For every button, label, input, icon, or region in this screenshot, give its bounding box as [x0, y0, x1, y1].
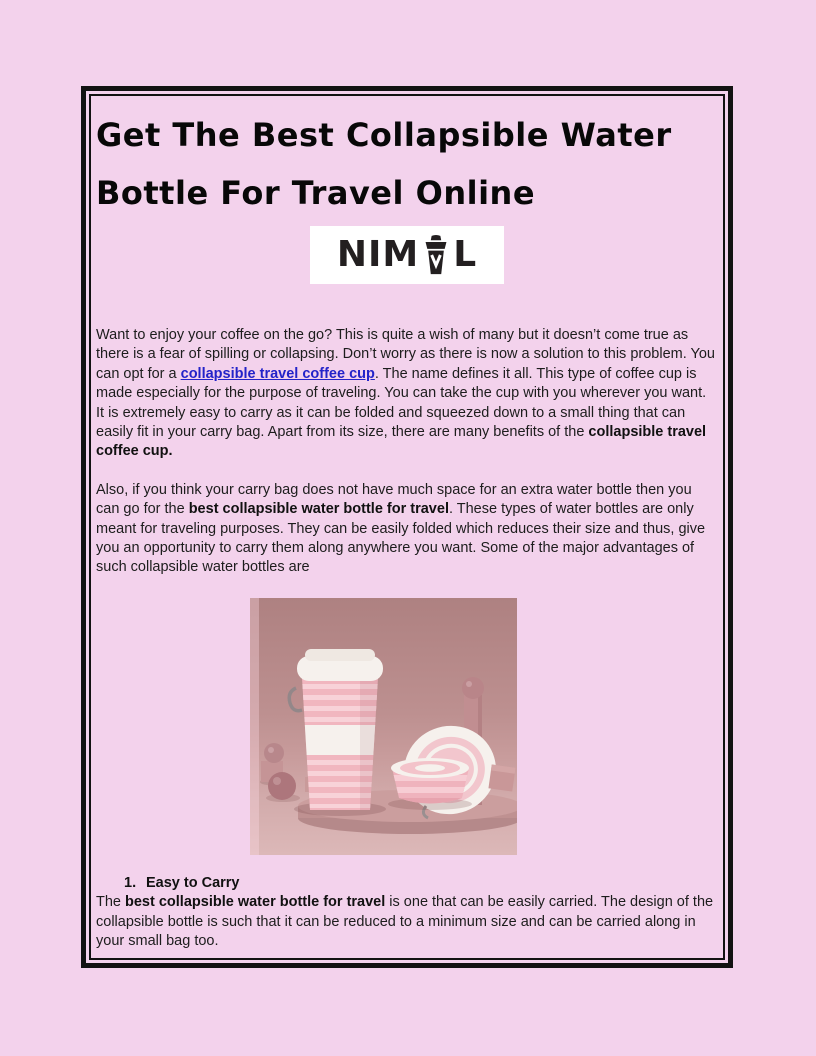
logo: [310, 226, 504, 284]
collapsed-cup: [388, 758, 472, 810]
p2-text-rest: . These types of water bottles are only meant for traveling purposes. They can be easily folded which reduces their size and thus, give you an opportunity to carry them along anywhere you want. Some of the major advantages of such collapsible water bottles are: [96, 501, 706, 576]
p1-text: Want to enjoy your coffee on the go? This is quite a wish of many but it doesn’t come true as there is a fear of spilling or collapsing. Don’t worry as there is now a solution to this problem. You can opt for a: [96, 327, 715, 382]
paragraph-intro: [96, 326, 718, 462]
p1-bold-phrase: collapsible travel coffee cup.: [96, 424, 707, 460]
paragraph-easy-to-carry: [96, 893, 718, 951]
page-title: [96, 106, 718, 222]
product-image: [250, 598, 517, 855]
title-line-1: Get The Best Collapsible Water: [96, 116, 672, 154]
list-number: 1.: [124, 874, 137, 891]
p1-text-mid: . The name defines it all. This type of coffee cup is made especially for the purpose of traveling. You can take the cup with you wherever you want. It is extremely easy to carry as it can be folded and squeezed down to a small thing that can easily fit in your carry bag. Apart from its size, there are many benefits of the: [96, 365, 707, 441]
right-cube: [488, 764, 515, 791]
logo-text-prefix: NIM: [336, 234, 420, 275]
p2-bold-phrase: best collapsible water bottle for travel: [188, 501, 449, 518]
document-border: [81, 86, 733, 968]
p3-bold-phrase: best collapsible water bottle for travel: [125, 894, 386, 911]
list-label: Easy to Carry: [146, 874, 240, 891]
product-photo: [250, 598, 517, 855]
link-collapsible-travel-coffee-cup[interactable]: collapsible travel coffee cup: [180, 365, 375, 382]
paragraph-water-bottle: [96, 481, 718, 578]
logo-row: [96, 226, 718, 284]
list-item-easy-to-carry: [96, 874, 718, 893]
document-page: [89, 94, 725, 960]
p3-text: The: [96, 894, 126, 911]
title-line-2: Bottle For Travel Online: [96, 174, 536, 212]
logo-text-suffix: L: [453, 234, 478, 275]
p3-text-rest: is one that can be easily carried. The design of the collapsible bottle is such that it can be reduced to a minimum size and can be carried along in your small bag too.: [96, 894, 714, 950]
p2-text: Also, if you think your carry bag does not have much space for an extra water bottle then you can go for the: [96, 481, 692, 518]
collapsible-cup-icon: [421, 235, 451, 275]
